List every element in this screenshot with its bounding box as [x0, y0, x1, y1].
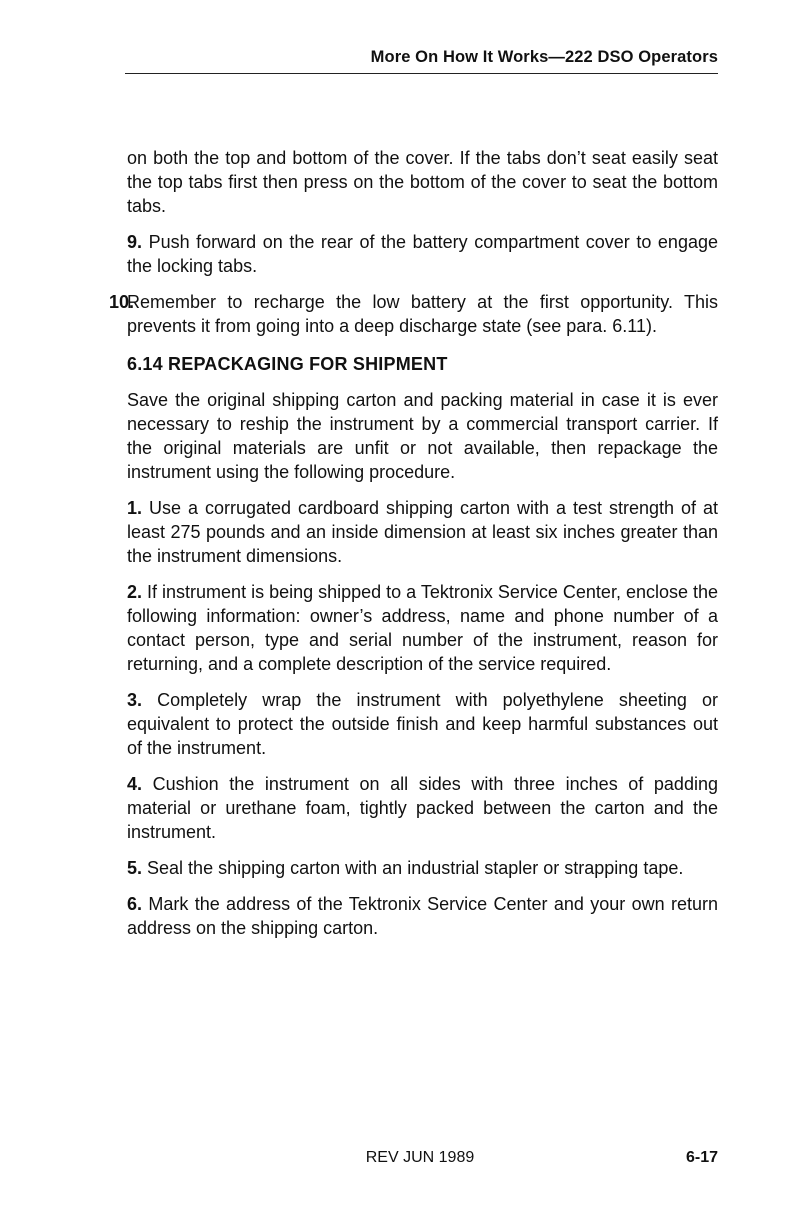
step-text: Remember to recharge the low battery at the first opportunity. This prevents it from going into a deep discharge state (see para. 6.11). — [127, 292, 718, 336]
step-number: 2. — [127, 582, 143, 602]
running-header: More On How It Works—222 DSO Operators — [370, 48, 718, 66]
step-2 — [127, 580, 718, 676]
step-1 — [127, 496, 718, 568]
step-text: If instrument is being shipped to a Tektronix Service Center, enclose the following information: owner’s address, name and phone number of a contact person, type and serial number of the instrument, reason for returning, and a complete description of the service required. — [127, 582, 719, 674]
step-text: Use a corrugated cardboard shipping carton with a test strength of at least 275 pounds and an inside dimension at least six inches greater than the instrument dimensions. — [127, 498, 718, 566]
step-text: Completely wrap the instrument with polyethylene sheeting or equivalent to protect the outside finish and keep harmful substances out of the instrument. — [127, 690, 718, 758]
step-number: 3. — [127, 690, 143, 710]
step-9 — [127, 230, 718, 278]
page-body — [109, 146, 719, 940]
step-number: 5. — [127, 858, 143, 878]
step-number: 10. — [109, 292, 135, 312]
intro-paragraph: Save the original shipping carton and packing material in case it is ever necessary to reship the instrument by a commercial transport carrier. If the original materials are unfit or not available, then repackage the instrument using the following procedure. — [127, 390, 718, 482]
step-number: 6. — [127, 894, 143, 914]
step-6 — [127, 892, 718, 940]
step-4 — [127, 772, 718, 844]
step-5 — [127, 856, 718, 880]
page-number: 6-17 — [685, 1149, 718, 1166]
step-number: 4. — [127, 774, 143, 794]
step-number: 1. — [127, 498, 143, 518]
step-text: Cushion the instrument on all sides with three inches of padding material or urethane foam, tightly packed between the carton and the instrument. — [127, 774, 718, 842]
section-heading: 6.14 REPACKAGING FOR SHIPMENT — [127, 354, 448, 374]
continuation-paragraph: on both the top and bottom of the cover. If the tabs don’t seat easily seat the top tabs first then press on the bottom of the cover to seat the bottom tabs. — [127, 148, 718, 216]
header-rule — [125, 73, 718, 74]
step-text: Push forward on the rear of the battery compartment cover to engage the locking tabs. — [127, 232, 718, 276]
step-text: Seal the shipping carton with an industrial stapler or strapping tape. — [147, 858, 684, 878]
step-number: 9. — [127, 232, 143, 252]
step-text: Mark the address of the Tektronix Service Center and your own return address on the shipping carton. — [127, 894, 718, 938]
step-3 — [127, 688, 718, 760]
revision-date: REV JUN 1989 — [365, 1149, 475, 1166]
step-10 — [109, 290, 718, 338]
